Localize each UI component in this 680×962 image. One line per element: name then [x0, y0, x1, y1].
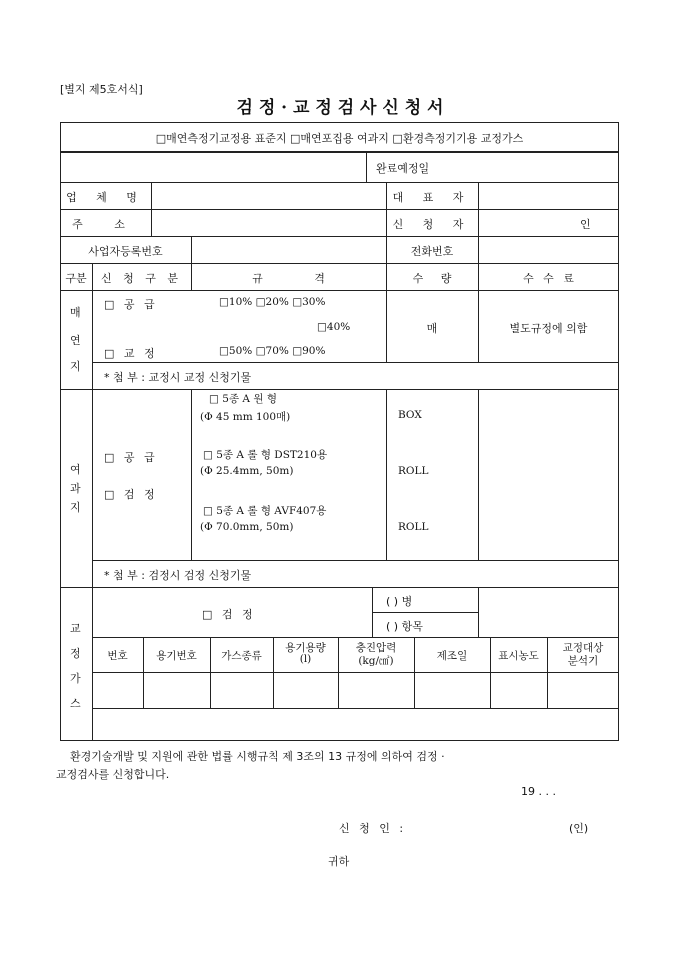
applicant-label: 신 청 자 [392, 218, 472, 231]
header-spec: 규 격 [252, 272, 325, 285]
address-label: 주 소 [72, 218, 139, 231]
filter-spec1-title[interactable]: □ 5종 A 원 형 [209, 393, 277, 405]
gas-col-capacity: 용기용량 [285, 642, 326, 654]
form-number: [별지 제5호서식] [60, 83, 143, 96]
gas-char-4: 스 [70, 697, 81, 710]
smoke-char-3: 지 [70, 360, 81, 373]
gas-items[interactable]: ( ) 항목 [386, 620, 423, 633]
applicant-signature-label: 신 청 인 : [339, 822, 407, 835]
filter-char-2: 과 [70, 482, 81, 495]
filter-spec2-detail: (Φ 25.4mm, 50m) [200, 465, 294, 477]
filter-supply-checkbox[interactable]: □ 공 급 [104, 451, 155, 464]
representative-label: 대 표 자 [392, 191, 472, 204]
gas-col-mfg-date: 제조일 [436, 650, 468, 662]
smoke-attach-note: * 첨 부 : 교정시 교정 신청기물 [104, 371, 252, 384]
filter-spec3-unit: ROLL [398, 521, 429, 533]
addressee: 귀하 [328, 855, 350, 868]
statement-line1: 환경기술개발 및 지원에 관한 법률 시행규칙 제 3조의 13 규정에 의하여 검정 · [70, 750, 445, 763]
filter-spec1-unit: BOX [398, 409, 422, 421]
filter-spec2-unit: ROLL [398, 465, 429, 477]
gas-col-concentration: 표시농도 [498, 650, 539, 662]
smoke-spec-row1[interactable]: □10% □20% □30% [219, 296, 326, 308]
application-date[interactable]: 19 . . . [521, 785, 556, 798]
gas-col-analyzer-2: 분석기 [567, 655, 599, 667]
gas-col-cylinder-no: 용기번호 [156, 650, 197, 662]
statement-line2: 교정검사를 신청합니다. [56, 768, 170, 781]
smoke-fee: 별도규정에 의함 [509, 322, 588, 335]
completion-label: 완료예정일 [376, 162, 430, 175]
header-fee: 수 수 료 [523, 272, 574, 285]
header-quantity: 수 량 [412, 272, 452, 285]
smoke-calibrate-checkbox[interactable]: □ 교 정 [104, 347, 155, 360]
filter-attach-note: * 첨 부 : 검정시 검정 신청기물 [104, 569, 252, 582]
gas-col-capacity-unit: (l) [299, 653, 312, 665]
biz-reg-label: 사업자등록번호 [88, 245, 163, 258]
smoke-spec-row2[interactable]: □40% [317, 321, 351, 333]
applicant-seal-footer: (인) [569, 822, 589, 835]
gas-char-2: 정 [70, 647, 81, 660]
smoke-char-1: 매 [70, 306, 81, 319]
gas-char-1: 교 [70, 622, 81, 635]
gas-char-3: 가 [70, 672, 81, 685]
gas-col-number: 번호 [107, 650, 128, 662]
filter-spec3-detail: (Φ 70.0mm, 50m) [200, 521, 294, 533]
smoke-spec-row3[interactable]: □50% □70% □90% [219, 345, 326, 357]
applicant-seal: 인 [580, 218, 591, 231]
gas-col-pressure: 충진압력 [355, 642, 397, 654]
header-request-type: 신 청 구 분 [101, 272, 182, 285]
smoke-char-2: 연 [70, 334, 81, 347]
filter-spec2-title[interactable]: □ 5종 A 롤 형 DST210용 [203, 449, 328, 461]
filter-spec1-detail: (Φ 45 mm 100매) [200, 411, 291, 423]
gas-col-gas-type: 가스종류 [221, 650, 262, 662]
smoke-unit: 매 [426, 322, 438, 335]
header-category: 구분 [65, 272, 87, 285]
gas-inspect-checkbox[interactable]: □ 검 정 [202, 608, 253, 621]
gas-col-pressure-unit: (kg/㎠) [358, 655, 394, 667]
company-label: 업 체 명 [66, 191, 145, 204]
smoke-supply-checkbox[interactable]: □ 공 급 [104, 298, 155, 311]
gas-bottles[interactable]: ( ) 병 [386, 595, 413, 608]
filter-char-3: 지 [70, 501, 81, 514]
filter-inspect-checkbox[interactable]: □ 검 정 [104, 488, 155, 501]
phone-label: 전화번호 [410, 245, 454, 258]
filter-spec3-title[interactable]: □ 5종 A 롤 형 AVF407용 [203, 505, 327, 517]
options-line[interactable]: □매연측정기교정용 표준지 □매연포집용 여과지 □환경측정기기용 교정가스 [155, 132, 524, 145]
page-title: 검 정 · 교 정 검 사 신 청 서 [236, 98, 444, 118]
filter-char-1: 여 [70, 463, 81, 476]
gas-col-analyzer: 교정대상 [562, 642, 604, 654]
